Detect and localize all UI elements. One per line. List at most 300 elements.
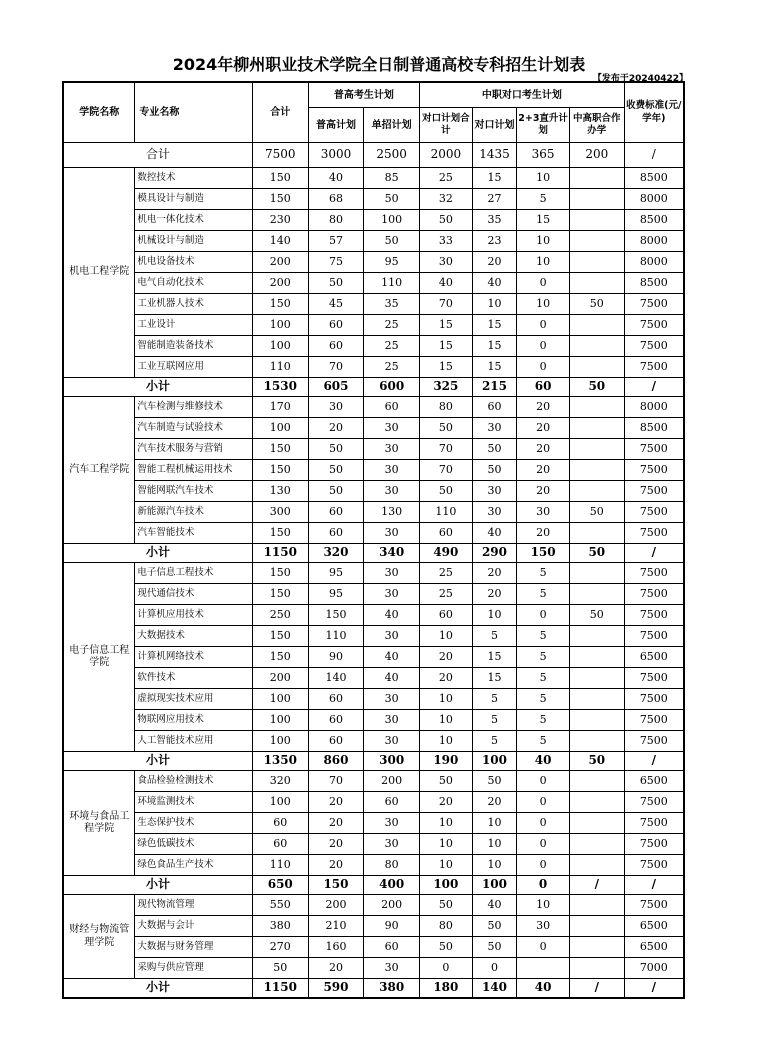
table-cell: 8000 (624, 252, 684, 273)
table-cell: 7500 (624, 584, 684, 605)
table-cell: 7500 (624, 710, 684, 731)
major-name: 汽车制造与试验技术 (135, 418, 253, 439)
major-name: 生态保护技术 (135, 813, 253, 834)
table-cell: 5 (472, 626, 517, 647)
table-cell (569, 792, 624, 813)
table-cell: 75 (308, 252, 364, 273)
subtotal-cell: 60 (517, 378, 570, 397)
table-cell: 7500 (624, 439, 684, 460)
major-name: 现代物流管理 (135, 895, 253, 916)
grand-total-cell: 3000 (308, 143, 364, 168)
table-cell: 50 (472, 937, 517, 958)
table-cell: 100 (252, 792, 308, 813)
table-cell: 8000 (624, 189, 684, 210)
table-cell: 30 (517, 502, 570, 523)
table-cell: 10 (420, 710, 473, 731)
table-cell (569, 481, 624, 502)
table-cell: 7500 (624, 668, 684, 689)
table-cell: 60 (308, 523, 364, 544)
table-row (63, 647, 684, 668)
table-cell: 60 (308, 710, 364, 731)
table-cell: 60 (420, 523, 473, 544)
table-cell: 200 (308, 895, 364, 916)
table-cell: 20 (308, 855, 364, 876)
table-cell: 110 (364, 273, 420, 294)
table-row (63, 439, 684, 460)
table-cell (569, 210, 624, 231)
subtotal-cell: 605 (308, 378, 364, 397)
subtotal-cell: 215 (472, 378, 517, 397)
table-cell: 0 (517, 605, 570, 626)
header-vocational-plan: 对口计划 (472, 108, 517, 143)
table-cell: 0 (517, 315, 570, 336)
table-cell: 10 (420, 834, 473, 855)
table-cell: 25 (364, 357, 420, 378)
table-cell: 200 (364, 895, 420, 916)
table-cell: 30 (364, 563, 420, 584)
subtotal-cell: 300 (364, 752, 420, 771)
table-row (63, 357, 684, 378)
table-cell: 150 (252, 523, 308, 544)
table-cell: 20 (308, 834, 364, 855)
major-name: 计算机网络技术 (135, 647, 253, 668)
header-vocational-group: 中职对口考生计划 (420, 82, 625, 108)
subtotal-cell: 50 (569, 544, 624, 563)
table-row (63, 916, 684, 937)
table-cell: 10 (420, 731, 473, 752)
table-cell: 50 (364, 231, 420, 252)
table-cell: 30 (364, 813, 420, 834)
header-vocational-total: 对口计划合计 (420, 108, 473, 143)
table-cell: 10 (517, 231, 570, 252)
table-cell: 100 (252, 710, 308, 731)
table-cell: 7500 (624, 563, 684, 584)
table-cell: 10 (517, 252, 570, 273)
table-cell: 25 (420, 584, 473, 605)
subtotal-label: 小计 (63, 876, 252, 895)
subtotal-cell: 100 (472, 752, 517, 771)
major-name: 现代通信技术 (135, 584, 253, 605)
table-cell: 5 (472, 710, 517, 731)
table-cell: 20 (308, 418, 364, 439)
table-cell: 15 (420, 357, 473, 378)
grand-total-row (63, 143, 684, 168)
subtotal-cell: 600 (364, 378, 420, 397)
table-cell: 5 (517, 668, 570, 689)
table-cell: 50 (472, 460, 517, 481)
table-cell: 40 (472, 273, 517, 294)
table-cell: 95 (308, 584, 364, 605)
subtotal-cell: / (624, 979, 684, 999)
table-cell: 7500 (624, 605, 684, 626)
table-cell: 100 (364, 210, 420, 231)
table-cell: 27 (472, 189, 517, 210)
subtotal-row (63, 378, 684, 397)
subtotal-cell: 100 (420, 876, 473, 895)
table-cell (569, 523, 624, 544)
table-cell: 100 (252, 336, 308, 357)
subtotal-cell: / (624, 544, 684, 563)
table-cell: 90 (308, 647, 364, 668)
subtotal-cell: 490 (420, 544, 473, 563)
subtotal-cell: 50 (569, 378, 624, 397)
table-cell: 50 (420, 418, 473, 439)
table-row (63, 231, 684, 252)
table-cell: 5 (517, 563, 570, 584)
major-name: 模具设计与制造 (135, 189, 253, 210)
major-name: 计算机应用技术 (135, 605, 253, 626)
table-cell: 30 (364, 439, 420, 460)
subtotal-cell: / (624, 378, 684, 397)
table-cell: 20 (517, 397, 570, 418)
table-row (63, 855, 684, 876)
college-name: 机电工程学院 (63, 168, 135, 378)
table-cell: 60 (364, 397, 420, 418)
table-row (63, 792, 684, 813)
table-cell: 0 (517, 273, 570, 294)
table-cell: 50 (364, 189, 420, 210)
table-row (63, 626, 684, 647)
table-cell: 40 (364, 605, 420, 626)
table-cell: 95 (308, 563, 364, 584)
table-cell: 30 (420, 252, 473, 273)
major-name: 绿色低碳技术 (135, 834, 253, 855)
subtotal-cell: 40 (517, 752, 570, 771)
table-cell (569, 315, 624, 336)
subtotal-cell: 100 (472, 876, 517, 895)
table-cell: 30 (517, 916, 570, 937)
table-cell: 15 (472, 336, 517, 357)
subtotal-cell: 1350 (252, 752, 308, 771)
subtotal-cell: / (624, 752, 684, 771)
major-name: 环境监测技术 (135, 792, 253, 813)
header-college: 学院名称 (63, 82, 135, 143)
subtotal-cell: 325 (420, 378, 473, 397)
subtotal-cell: 590 (308, 979, 364, 999)
subtotal-cell: 150 (308, 876, 364, 895)
table-cell: 10 (472, 813, 517, 834)
table-row (63, 523, 684, 544)
subtotal-cell: 1150 (252, 544, 308, 563)
major-name: 软件技术 (135, 668, 253, 689)
major-name: 机械设计与制造 (135, 231, 253, 252)
table-cell: 30 (308, 397, 364, 418)
major-name: 电气自动化技术 (135, 273, 253, 294)
table-cell: 170 (252, 397, 308, 418)
subtotal-cell: 650 (252, 876, 308, 895)
table-cell: 25 (420, 168, 473, 189)
subtotal-cell: 190 (420, 752, 473, 771)
table-cell (569, 626, 624, 647)
table-row (63, 605, 684, 626)
table-row (63, 273, 684, 294)
table-cell: 6500 (624, 937, 684, 958)
table-cell (569, 895, 624, 916)
enrollment-plan-table (62, 81, 685, 999)
table-body (63, 143, 684, 999)
grand-total-cell: 7500 (252, 143, 308, 168)
table-cell: 0 (420, 958, 473, 979)
table-cell: 30 (364, 834, 420, 855)
table-cell (569, 336, 624, 357)
table-cell: 7500 (624, 895, 684, 916)
major-name: 物联网应用技术 (135, 710, 253, 731)
header-fee: 收费标准(元/学年) (624, 82, 684, 143)
table-cell: 30 (364, 460, 420, 481)
subtotal-row (63, 979, 684, 999)
table-row (63, 502, 684, 523)
major-name: 食品检验检测技术 (135, 771, 253, 792)
table-cell: 60 (308, 731, 364, 752)
subtotal-label: 小计 (63, 544, 252, 563)
table-cell: 0 (517, 336, 570, 357)
table-cell: 20 (472, 584, 517, 605)
table-row (63, 336, 684, 357)
table-cell: 10 (472, 605, 517, 626)
subtotal-label: 小计 (63, 979, 252, 999)
table-row (63, 481, 684, 502)
table-cell: 150 (252, 563, 308, 584)
grand-total-cell: 2000 (420, 143, 473, 168)
table-cell: 5 (517, 731, 570, 752)
table-row (63, 668, 684, 689)
table-cell: 6500 (624, 916, 684, 937)
table-cell: 10 (472, 294, 517, 315)
major-name: 智能制造装备技术 (135, 336, 253, 357)
table-cell: 60 (472, 397, 517, 418)
table-cell: 7500 (624, 523, 684, 544)
table-cell: 50 (472, 439, 517, 460)
table-cell: 60 (364, 937, 420, 958)
major-name: 智能工程机械运用技术 (135, 460, 253, 481)
table-cell: 200 (252, 273, 308, 294)
table-cell (569, 418, 624, 439)
table-cell: 60 (308, 315, 364, 336)
table-cell (569, 731, 624, 752)
subtotal-row (63, 544, 684, 563)
table-cell: 60 (364, 792, 420, 813)
table-row (63, 689, 684, 710)
table-cell: 70 (420, 460, 473, 481)
subtotal-cell: 140 (472, 979, 517, 999)
table-cell: 20 (472, 563, 517, 584)
table-cell: 320 (252, 771, 308, 792)
table-cell: 15 (517, 210, 570, 231)
table-cell: 50 (252, 958, 308, 979)
table-cell: 7500 (624, 626, 684, 647)
table-cell: 30 (364, 418, 420, 439)
table-cell: 95 (364, 252, 420, 273)
table-row (63, 189, 684, 210)
table-cell: 10 (420, 689, 473, 710)
publish-date: 【发布于20240422】 (592, 74, 688, 84)
table-cell: 10 (420, 855, 473, 876)
table-cell: 25 (364, 336, 420, 357)
table-cell: 210 (308, 916, 364, 937)
table-row (63, 584, 684, 605)
table-row (63, 771, 684, 792)
table-cell: 40 (364, 668, 420, 689)
table-cell: 150 (252, 294, 308, 315)
table-row (63, 937, 684, 958)
grand-total-cell: 1435 (472, 143, 517, 168)
table-cell: 150 (252, 189, 308, 210)
table-cell (569, 771, 624, 792)
table-cell: 5 (517, 710, 570, 731)
subtotal-cell: 0 (517, 876, 570, 895)
table-cell (569, 357, 624, 378)
grand-total-cell: 2500 (364, 143, 420, 168)
table-cell: 20 (472, 252, 517, 273)
table-cell: 30 (472, 502, 517, 523)
major-name: 智能网联汽车技术 (135, 481, 253, 502)
table-cell: 10 (517, 168, 570, 189)
table-cell: 30 (364, 958, 420, 979)
header-coop: 中高职合作办学 (569, 108, 624, 143)
table-cell: 0 (517, 834, 570, 855)
table-row (63, 563, 684, 584)
table-cell: 80 (420, 916, 473, 937)
table-cell: 0 (517, 792, 570, 813)
table-cell: 30 (364, 626, 420, 647)
major-name: 电子信息工程技术 (135, 563, 253, 584)
subtotal-cell: 340 (364, 544, 420, 563)
table-cell: 35 (472, 210, 517, 231)
table-cell: 0 (517, 813, 570, 834)
table-row (63, 294, 684, 315)
table-cell: 50 (569, 502, 624, 523)
table-cell: 30 (364, 584, 420, 605)
table-cell: 15 (472, 315, 517, 336)
table-cell: 40 (364, 647, 420, 668)
table-cell: 7500 (624, 689, 684, 710)
table-cell: 50 (472, 916, 517, 937)
table-cell: 30 (364, 481, 420, 502)
table-cell: 7500 (624, 813, 684, 834)
table-cell (569, 273, 624, 294)
table-cell: 5 (472, 689, 517, 710)
table-cell (569, 937, 624, 958)
table-cell: 85 (364, 168, 420, 189)
subtotal-cell: / (569, 876, 624, 895)
table-cell: 50 (420, 210, 473, 231)
major-name: 机电一体化技术 (135, 210, 253, 231)
grand-total-cell: 200 (569, 143, 624, 168)
table-cell: 200 (252, 252, 308, 273)
table-cell: 150 (252, 168, 308, 189)
table-cell: 32 (420, 189, 473, 210)
table-cell: 7500 (624, 855, 684, 876)
table-cell: 50 (420, 895, 473, 916)
subtotal-cell: / (624, 876, 684, 895)
table-cell: 250 (252, 605, 308, 626)
table-cell: 5 (472, 731, 517, 752)
table-cell: 80 (308, 210, 364, 231)
table-cell: 5 (517, 189, 570, 210)
table-cell: 5 (517, 584, 570, 605)
table-cell: 50 (308, 273, 364, 294)
table-cell (569, 813, 624, 834)
subtotal-cell: 40 (517, 979, 570, 999)
table-cell: 8000 (624, 231, 684, 252)
table-cell: 30 (364, 710, 420, 731)
table-cell (569, 168, 624, 189)
table-cell: 25 (364, 315, 420, 336)
major-name: 机电设备技术 (135, 252, 253, 273)
table-cell: 70 (420, 439, 473, 460)
header-gaokao-plan: 普高计划 (308, 108, 364, 143)
header-dz-plan: 单招计划 (364, 108, 420, 143)
table-cell: 20 (420, 792, 473, 813)
table-row (63, 168, 684, 189)
table-cell: 35 (364, 294, 420, 315)
table-cell (569, 855, 624, 876)
table-cell: 7500 (624, 357, 684, 378)
subtotal-cell: 150 (517, 544, 570, 563)
grand-total-label: 合计 (63, 143, 252, 168)
table-cell: 200 (252, 668, 308, 689)
header-major: 专业名称 (135, 82, 253, 143)
table-cell (569, 647, 624, 668)
table-cell: 7500 (624, 460, 684, 481)
table-cell: 25 (420, 563, 473, 584)
table-cell: 5 (517, 626, 570, 647)
table-cell (569, 834, 624, 855)
table-cell: 7500 (624, 834, 684, 855)
table-cell: 7500 (624, 792, 684, 813)
table-row (63, 834, 684, 855)
table-cell: 20 (420, 668, 473, 689)
table-cell: 90 (364, 916, 420, 937)
table-cell: 140 (308, 668, 364, 689)
major-name: 新能源汽车技术 (135, 502, 253, 523)
table-cell: 160 (308, 937, 364, 958)
table-cell: 0 (517, 937, 570, 958)
table-cell: 110 (252, 855, 308, 876)
table-cell (569, 958, 624, 979)
table-cell: 8500 (624, 210, 684, 231)
table-cell: 140 (252, 231, 308, 252)
major-name: 绿色食品生产技术 (135, 855, 253, 876)
major-name: 人工智能技术应用 (135, 731, 253, 752)
table-cell: 60 (308, 336, 364, 357)
table-cell (569, 397, 624, 418)
subtotal-cell: 290 (472, 544, 517, 563)
table-row (63, 813, 684, 834)
header-gaokao-group: 普高考生计划 (308, 82, 419, 108)
subtotal-row (63, 876, 684, 895)
table-cell: 20 (517, 460, 570, 481)
table-cell: 100 (252, 689, 308, 710)
subtotal-cell: 1150 (252, 979, 308, 999)
table-cell: 20 (308, 813, 364, 834)
subtotal-cell: 180 (420, 979, 473, 999)
table-row (63, 418, 684, 439)
major-name: 工业设计 (135, 315, 253, 336)
table-cell: 300 (252, 502, 308, 523)
table-row (63, 460, 684, 481)
header-total: 合计 (252, 82, 308, 143)
table-cell: 0 (472, 958, 517, 979)
table-cell: 150 (252, 647, 308, 668)
table-cell: 10 (517, 294, 570, 315)
table-cell: 50 (420, 771, 473, 792)
table-cell: 30 (364, 523, 420, 544)
table-cell: 20 (308, 958, 364, 979)
table-cell: 70 (420, 294, 473, 315)
table-cell (517, 958, 570, 979)
table-cell: 50 (420, 481, 473, 502)
